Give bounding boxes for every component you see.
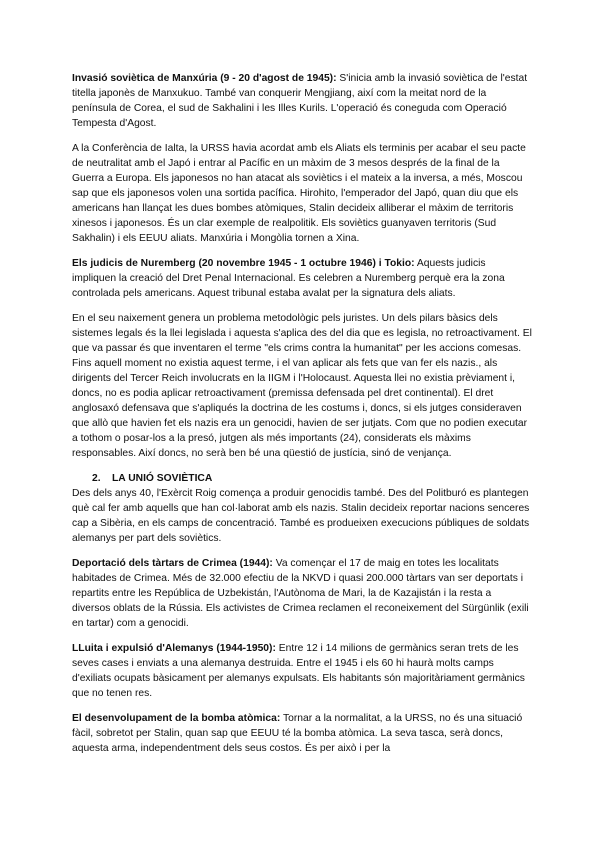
paragraph-heading: El desenvolupament de la bomba atòmica: (72, 713, 281, 724)
paragraph-text: Entre 12 i 14 milions de germànics seran trets de les seves cases i enviats a una alemanya destruida. Entre el 1945 i els 60 hi haurà molts camps d'exiliats ocupats bàsicament per alemanys expulsats. Els habitants són majoritàriament germànics que no tenen res. (72, 643, 525, 699)
section-heading (72, 471, 532, 486)
paragraph-heading: Invasió soviètica de Manxúria (9 - 20 d'agost de 1945): (72, 73, 337, 84)
document-body (72, 71, 532, 766)
paragraph-alemanys (72, 641, 532, 701)
paragraph-tartars (72, 556, 532, 631)
paragraph-text: Aquests judicis impliquen la creació del Dret Penal Internacional. Es celebren a Nuremberg perquè era la zona controlada pels americans. Aquest tribunal estaba avalat per la signatura dels aliats. (72, 258, 505, 299)
paragraph-bomba (72, 711, 532, 756)
paragraph-ialta (72, 141, 532, 246)
paragraph-text: Tornar a la normalitat, a la URSS, no és una situació fàcil, sobretot per Stalin, quan sap que EEUU té la bomba atòmica. La seva tasca, serà doncs, aquesta arma, independentment dels seus costos. És per això i per la (72, 713, 523, 754)
paragraph-text: En el seu naixement genera un problema metodològic pels juristes. Un dels pilars bàsics dels sistemes legals és la llei legislada i aquesta s'aplica des del dia que es legisla, no retroactivament. El que va passar és que inventaren el terme "els crims contra la humanitat" per les accions comesas. Fins aquell moment no existia aquest terme, i el van aplicar als fets que van fer els nazis., als dirigents del Tercer Reich involucrats en la IIGM i l'Holocaust. Aquesta llei no existia prèviament i, doncs, no es podia aplicar retroactivament (premissa defensada pel dret continental). El dret anglosaxó defensava que s'apliqués la doctrina de les costums i, doncs, si els jutges consideraven que allò que havien fet els nazis era un genocidi, havien de ser jutjats. Com que no podien executar a tothom o posar-los a la presó, jutgen als més importants (24), considerats els màxims responsables. Així doncs, no serà ben bé una qüestió de justícia, sinó de venjança. (72, 313, 532, 459)
paragraph-text: S'inicia amb la invasió soviètica de l'estat titella japonès de Manxukuo. També van conquerir Mengjiang, així com la meitat nord de la península de Corea, el sud de Sakhalini i les Illes Kurils. L'operació és coneguda com Operació Tempesta d'Agost. (72, 73, 528, 129)
paragraph-manxuria (72, 71, 532, 131)
paragraph-heading: Els judicis de Nuremberg (20 novembre 1945 - 1 octubre 1946) i Tokio: (72, 258, 415, 269)
paragraph-heading: Deportació dels tàrtars de Crimea (1944): (72, 558, 273, 569)
section-title: LA UNIÓ SOVIÈTICA (112, 473, 213, 484)
paragraph-heading: LLuita i expulsió d'Alemanys (1944-1950): (72, 643, 276, 654)
paragraph-exercit-roig (72, 486, 532, 546)
paragraph-text: A la Conferència de Ialta, la URSS havia acordat amb els Aliats els terminis per acabar el seu pacte de neutralitat amb el Japó i entrar al Pacífic en un màxim de 3 mesos després de la final de la Guerra a Europa. Els japonesos no han atacat als soviètics i el mateix a la inversa, a més, Moscou sap que els japonesos volen una sortida pacífica. Hirohito, l'emperador del Japó, quan diu que els americans han llançat les dues bombes atòmiques, Stalin decideix alliberar el màxim de territoris xinesos i japonesos. És un clar exemple de realpolitik. Els soviètics guanyaven territoris (Sud Sakhalin) i els EEUU aliats. Manxúria i Mongòlia tornen a Xina. (72, 143, 526, 244)
paragraph-nuremberg (72, 256, 532, 301)
paragraph-text: Va començar el 17 de maig en totes les localitats habitades de Crimea. Més de 32.000 efectiu de la NKVD i quasi 200.000 tàrtars van ser deportats i repartits entre les República de Uzbekistán, l'Autònoma de Mari, la de Kazajistán i la resta a diversos oblats de la Rússia. Els activistes de Crimea reclamen el reconeixement del Sürgünlik (exili en tartar) com a genocidi. (72, 558, 529, 629)
paragraph-text: Des dels anys 40, l'Exèrcit Roig comença a produir genocidis també. Des del Politburó es plantegen què cal fer amb aquells que han col·laborat amb els nazis. Stalin decideix reportar nacions senceres cap a Sibèria, en els camps de concentració. També es produeixen execucions públiques de soldats alemanys per part dels soviètics. (72, 488, 530, 544)
paragraph-metodologia (72, 311, 532, 461)
section-number: 2. (92, 473, 101, 484)
